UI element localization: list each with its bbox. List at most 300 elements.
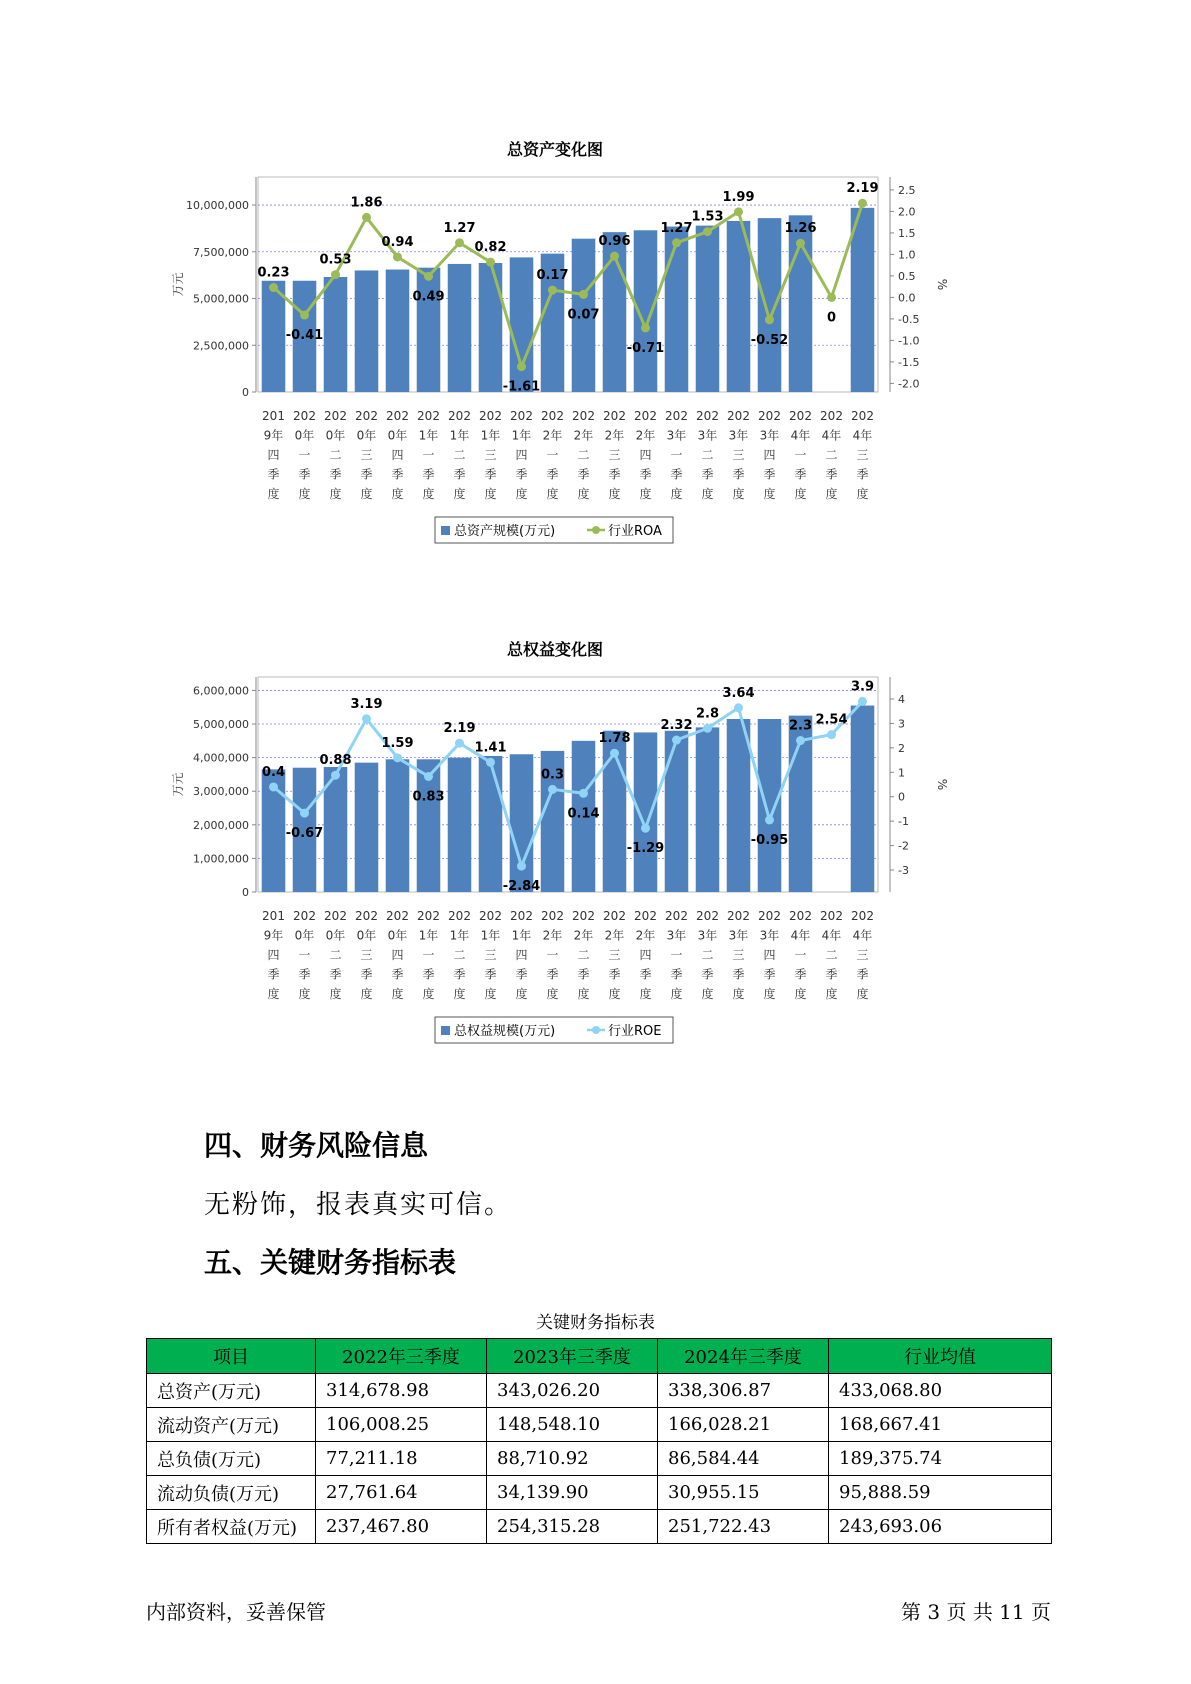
data-label: 1.99 <box>722 189 755 205</box>
x-tick-label: 202 <box>572 909 595 923</box>
line-point <box>796 239 805 248</box>
x-tick-label: 季 <box>484 967 497 982</box>
x-tick-label: 1年 <box>511 428 532 443</box>
x-tick-label: 三 <box>360 448 373 462</box>
x-tick-label: 2年 <box>604 428 625 443</box>
x-tick-label: 季 <box>329 967 342 982</box>
line-point <box>610 749 619 758</box>
x-tick-label: 季 <box>453 467 466 482</box>
x-tick-label: 四 <box>267 448 280 462</box>
row-label: 总资产(万元) <box>147 1374 316 1408</box>
x-tick-label: 度 <box>360 487 373 501</box>
x-tick-label: 一 <box>670 448 683 462</box>
bar <box>851 208 875 392</box>
x-tick-label: 3年 <box>697 428 718 443</box>
x-tick-label: 201 <box>262 909 285 923</box>
bar <box>758 719 782 892</box>
x-tick-label: 度 <box>453 487 466 501</box>
x-tick-label: 2年 <box>635 928 656 943</box>
bar <box>696 727 720 892</box>
x-tick-label: 度 <box>298 987 311 1001</box>
x-tick-label: 二 <box>825 948 838 962</box>
data-label: -0.52 <box>750 332 789 348</box>
x-tick-label: 二 <box>453 948 466 962</box>
table-cell: 34,139.90 <box>487 1476 658 1510</box>
x-tick-label: 季 <box>794 967 807 982</box>
x-tick-label: 季 <box>639 467 652 482</box>
x-tick-label: 202 <box>355 909 378 923</box>
x-tick-label: 202 <box>603 409 626 423</box>
x-tick-label: 一 <box>422 948 435 962</box>
x-tick-label: 季 <box>577 967 590 982</box>
x-tick-label: 202 <box>417 409 440 423</box>
left-axis-tick-label: 10,000,000 <box>186 199 249 213</box>
x-tick-label: 季 <box>763 467 776 482</box>
x-tick-label: 三 <box>360 948 373 962</box>
x-tick-label: 9年 <box>263 928 284 943</box>
x-tick-label: 0年 <box>294 928 315 943</box>
x-tick-label: 202 <box>355 409 378 423</box>
x-tick-label: 季 <box>422 967 435 982</box>
x-tick-label: 季 <box>298 967 311 982</box>
right-axis-tick-label: 2 <box>898 741 905 755</box>
header-2024q3: 2024年三季度 <box>658 1339 829 1374</box>
line-point <box>269 782 278 791</box>
x-tick-label: 度 <box>856 987 869 1001</box>
x-tick-label: 三 <box>856 948 869 962</box>
data-label: 3.9 <box>850 679 875 695</box>
x-tick-label: 9年 <box>263 428 284 443</box>
x-tick-label: 202 <box>324 909 347 923</box>
x-tick-label: 202 <box>293 909 316 923</box>
x-tick-label: 四 <box>267 948 280 962</box>
x-tick-label: 度 <box>298 487 311 501</box>
data-label: 1.26 <box>784 221 817 237</box>
line-point <box>300 809 309 818</box>
x-tick-label: 1年 <box>480 428 501 443</box>
data-label: 1.78 <box>598 731 631 747</box>
x-tick-label: 3年 <box>697 928 718 943</box>
x-tick-label: 202 <box>696 909 719 923</box>
x-tick-label: 季 <box>701 467 714 482</box>
data-label: 2.19 <box>846 181 879 197</box>
x-tick-label: 季 <box>794 467 807 482</box>
x-tick-label: 度 <box>639 987 652 1001</box>
x-tick-label: 季 <box>360 467 373 482</box>
x-tick-label: 三 <box>732 948 745 962</box>
x-tick-label: 3年 <box>759 428 780 443</box>
total-assets-chart-svg <box>170 140 1050 600</box>
data-label: 2.32 <box>660 718 693 734</box>
x-tick-label: 二 <box>329 948 342 962</box>
header-item: 项目 <box>147 1339 316 1374</box>
right-axis-tick-label: 1.0 <box>898 248 916 262</box>
chart-title: 总权益变化图 <box>506 640 604 659</box>
left-axis-label: 万元 <box>171 772 185 797</box>
x-tick-label: 季 <box>856 467 869 482</box>
table-cell: 254,315.28 <box>487 1510 658 1544</box>
table-cell: 88,710.92 <box>487 1442 658 1476</box>
x-tick-label: 四 <box>639 448 652 462</box>
x-tick-label: 0年 <box>325 928 346 943</box>
x-tick-label: 度 <box>391 487 404 501</box>
table-cell: 77,211.18 <box>316 1442 487 1476</box>
bar <box>758 218 782 392</box>
x-tick-label: 度 <box>732 487 745 501</box>
x-tick-label: 度 <box>422 487 435 501</box>
x-tick-label: 一 <box>670 948 683 962</box>
table-cell: 95,888.59 <box>829 1476 1052 1510</box>
x-tick-label: 季 <box>484 467 497 482</box>
x-tick-label: 季 <box>422 467 435 482</box>
line-point <box>393 753 402 762</box>
table-cell: 168,667.41 <box>829 1408 1052 1442</box>
bar <box>479 756 503 892</box>
left-axis-tick-label: 3,000,000 <box>193 785 249 799</box>
table-cell: 106,008.25 <box>316 1408 487 1442</box>
x-tick-label: 三 <box>484 448 497 462</box>
x-tick-label: 四 <box>763 948 776 962</box>
x-tick-label: 季 <box>670 967 683 982</box>
left-axis-tick-label: 0 <box>242 886 249 899</box>
x-tick-label: 季 <box>329 467 342 482</box>
legend-line-label: 行业ROE <box>608 1024 662 1039</box>
data-label: 1.53 <box>691 209 724 225</box>
x-tick-label: 二 <box>453 448 466 462</box>
line-point <box>331 270 340 279</box>
x-tick-label: 四 <box>639 948 652 962</box>
x-tick-label: 一 <box>546 448 559 462</box>
x-tick-label: 度 <box>267 487 280 501</box>
left-axis-tick-label: 6,000,000 <box>193 684 249 698</box>
x-tick-label: 度 <box>577 487 590 501</box>
legend-line-marker <box>592 526 600 534</box>
x-tick-label: 度 <box>670 487 683 501</box>
x-tick-label: 季 <box>577 467 590 482</box>
table-cell: 86,584.44 <box>658 1442 829 1476</box>
table-cell: 166,028.21 <box>658 1408 829 1442</box>
table-cell: 314,678.98 <box>316 1374 487 1408</box>
x-tick-label: 1年 <box>480 928 501 943</box>
bar <box>727 221 751 392</box>
table-cell: 251,722.43 <box>658 1510 829 1544</box>
x-tick-label: 度 <box>794 987 807 1001</box>
x-tick-label: 0年 <box>387 428 408 443</box>
x-tick-label: 202 <box>479 909 502 923</box>
line-point <box>548 785 557 794</box>
right-axis-tick-label: 1 <box>898 766 905 780</box>
x-tick-label: 季 <box>732 467 745 482</box>
x-tick-label: 季 <box>546 967 559 982</box>
x-tick-label: 季 <box>391 967 404 982</box>
data-label: 0.49 <box>412 289 445 305</box>
x-tick-label: 202 <box>696 409 719 423</box>
line-point <box>269 283 278 292</box>
left-axis-label: 万元 <box>171 272 185 297</box>
x-tick-label: 季 <box>298 467 311 482</box>
x-tick-label: 2年 <box>573 928 594 943</box>
x-tick-label: 202 <box>634 909 657 923</box>
x-tick-label: 度 <box>422 987 435 1001</box>
table-caption: 关键财务指标表 <box>536 1313 655 1333</box>
x-tick-label: 季 <box>608 467 621 482</box>
x-tick-label: 度 <box>732 987 745 1001</box>
x-tick-label: 202 <box>541 409 564 423</box>
x-tick-label: 1年 <box>449 928 470 943</box>
row-label: 流动负债(万元) <box>147 1476 316 1510</box>
data-label: 0.4 <box>261 764 286 780</box>
x-tick-label: 三 <box>608 448 621 462</box>
right-axis-tick-label: 2.0 <box>898 205 916 219</box>
legend-bar-label: 总资产规模(万元) <box>454 524 556 539</box>
left-axis-tick-label: 0 <box>242 386 249 399</box>
table-cell: 30,955.15 <box>658 1476 829 1510</box>
x-tick-label: 2年 <box>542 428 563 443</box>
right-axis-tick-label: 0 <box>898 790 905 804</box>
x-tick-label: 二 <box>825 448 838 462</box>
x-tick-label: 度 <box>856 487 869 501</box>
x-tick-label: 四 <box>391 948 404 962</box>
right-axis-tick-label: -0.5 <box>898 312 920 326</box>
legend-bar-label: 总权益规模(万元) <box>454 1024 556 1039</box>
line-point <box>765 315 774 324</box>
x-tick-label: 季 <box>701 967 714 982</box>
bar <box>665 227 689 392</box>
data-label: 3.19 <box>350 696 383 712</box>
data-label: 0.83 <box>412 789 445 805</box>
x-tick-label: 2年 <box>604 928 625 943</box>
data-label: -0.67 <box>285 826 324 842</box>
row-label: 所有者权益(万元) <box>147 1510 316 1544</box>
line-point <box>641 323 650 332</box>
x-tick-label: 0年 <box>294 428 315 443</box>
x-tick-label: 0年 <box>387 928 408 943</box>
right-axis-tick-label: 0.5 <box>898 269 916 283</box>
x-tick-label: 202 <box>727 909 750 923</box>
line-point <box>455 238 464 247</box>
x-tick-label: 季 <box>670 467 683 482</box>
right-axis-tick-label: -1 <box>898 815 909 829</box>
right-axis-tick-label: 2.5 <box>898 183 916 197</box>
table-cell: 433,068.80 <box>829 1374 1052 1408</box>
x-tick-label: 1年 <box>449 428 470 443</box>
x-tick-label: 二 <box>701 448 714 462</box>
x-tick-label: 度 <box>608 487 621 501</box>
x-tick-label: 202 <box>820 409 843 423</box>
data-label: -1.29 <box>626 841 665 857</box>
line-point <box>796 736 805 745</box>
x-tick-label: 四 <box>515 448 528 462</box>
x-tick-label: 一 <box>298 448 311 462</box>
data-label: -0.41 <box>285 328 324 344</box>
line-point <box>517 862 526 871</box>
x-tick-label: 202 <box>758 909 781 923</box>
x-tick-label: 季 <box>825 967 838 982</box>
x-tick-label: 202 <box>293 409 316 423</box>
line-point <box>734 703 743 712</box>
x-tick-label: 度 <box>763 487 776 501</box>
line-point <box>703 724 712 733</box>
bar <box>386 270 410 392</box>
table-cell: 338,306.87 <box>658 1374 829 1408</box>
right-axis-tick-label: -2.0 <box>898 377 920 391</box>
left-axis-tick-label: 4,000,000 <box>193 751 249 765</box>
x-tick-label: 四 <box>515 948 528 962</box>
bar <box>851 706 875 892</box>
x-tick-label: 度 <box>267 987 280 1001</box>
data-label: -2.84 <box>502 879 541 895</box>
right-axis-tick-label: -1.0 <box>898 334 920 348</box>
line-point <box>827 730 836 739</box>
left-axis-tick-label: 7,500,000 <box>193 245 249 259</box>
right-axis-label: % <box>935 778 949 791</box>
line-point <box>486 758 495 767</box>
x-tick-label: 一 <box>422 448 435 462</box>
data-label: 0.53 <box>319 252 352 268</box>
line-point <box>579 789 588 798</box>
bar <box>665 731 689 892</box>
legend-bar-swatch <box>441 526 450 535</box>
line-point <box>424 272 433 281</box>
chart-title: 总资产变化图 <box>506 140 604 159</box>
right-axis-tick-label: 0.0 <box>898 291 916 305</box>
line-point <box>858 199 867 208</box>
x-tick-label: 202 <box>448 909 471 923</box>
risk-section-text: 无粉饰，报表真实可信。 <box>204 1190 513 1220</box>
x-tick-label: 季 <box>608 967 621 982</box>
line-point <box>455 739 464 748</box>
x-tick-label: 一 <box>298 948 311 962</box>
x-tick-label: 2年 <box>573 428 594 443</box>
x-tick-label: 二 <box>577 948 590 962</box>
x-tick-label: 202 <box>386 909 409 923</box>
x-tick-label: 202 <box>448 409 471 423</box>
x-tick-label: 度 <box>825 487 838 501</box>
x-tick-label: 4年 <box>790 428 811 443</box>
data-label: 1.27 <box>443 220 476 236</box>
data-label: 2.19 <box>443 721 476 737</box>
total-equity-chart <box>170 640 1050 1100</box>
x-tick-label: 二 <box>701 948 714 962</box>
x-tick-label: 度 <box>453 987 466 1001</box>
data-label: 1.41 <box>474 740 507 756</box>
x-tick-label: 202 <box>479 409 502 423</box>
x-tick-label: 3年 <box>728 428 749 443</box>
data-label: 0.88 <box>319 753 352 769</box>
x-tick-label: 202 <box>603 909 626 923</box>
x-tick-label: 度 <box>763 987 776 1001</box>
legend-line-label: 行业ROA <box>608 524 662 539</box>
data-label: 0.3 <box>540 767 565 783</box>
data-label: -0.95 <box>750 832 789 848</box>
x-tick-label: 202 <box>665 909 688 923</box>
table-cell: 237,467.80 <box>316 1510 487 1544</box>
x-tick-label: 202 <box>572 409 595 423</box>
x-tick-label: 202 <box>758 409 781 423</box>
data-label: 2.54 <box>815 712 848 728</box>
x-tick-label: 一 <box>794 948 807 962</box>
x-tick-label: 4年 <box>852 928 873 943</box>
key-financial-indicators-table <box>146 1338 1052 1544</box>
footer-page-number: 第 3 页 共 11 页 <box>901 1600 1051 1624</box>
x-tick-label: 三 <box>732 448 745 462</box>
right-axis-tick-label: -3 <box>898 864 909 878</box>
x-tick-label: 季 <box>732 967 745 982</box>
bar <box>448 758 472 892</box>
x-tick-label: 2年 <box>542 928 563 943</box>
right-axis-tick-label: 4 <box>898 692 905 706</box>
x-tick-label: 度 <box>670 987 683 1001</box>
data-label: -0.71 <box>626 340 665 356</box>
x-tick-label: 202 <box>789 409 812 423</box>
x-tick-label: 1年 <box>511 928 532 943</box>
x-tick-label: 季 <box>360 967 373 982</box>
right-axis-tick-label: 1.5 <box>898 226 916 240</box>
x-tick-label: 季 <box>856 967 869 982</box>
table-cell: 148,548.10 <box>487 1408 658 1442</box>
x-tick-label: 季 <box>515 967 528 982</box>
x-tick-label: 202 <box>634 409 657 423</box>
x-tick-label: 0年 <box>356 928 377 943</box>
data-label: -1.61 <box>502 379 541 395</box>
x-tick-label: 202 <box>820 909 843 923</box>
x-tick-label: 季 <box>267 967 280 982</box>
x-tick-label: 202 <box>851 909 874 923</box>
left-axis-tick-label: 2,500,000 <box>193 339 249 353</box>
x-tick-label: 度 <box>639 487 652 501</box>
line-point <box>641 824 650 833</box>
x-tick-label: 季 <box>763 967 776 982</box>
left-axis-tick-label: 5,000,000 <box>193 718 249 732</box>
line-point <box>362 213 371 222</box>
x-tick-label: 202 <box>510 909 533 923</box>
table-row <box>147 1476 1052 1510</box>
total-equity-chart-svg <box>170 640 1050 1100</box>
x-tick-label: 一 <box>546 948 559 962</box>
data-label: 1.86 <box>350 195 383 211</box>
x-tick-label: 3年 <box>728 928 749 943</box>
x-tick-label: 3年 <box>666 928 687 943</box>
row-label: 流动资产(万元) <box>147 1408 316 1442</box>
x-tick-label: 度 <box>546 987 559 1001</box>
x-tick-label: 季 <box>639 967 652 982</box>
x-tick-label: 度 <box>701 987 714 1001</box>
legend-line-marker <box>592 1026 600 1034</box>
bar <box>479 263 503 392</box>
bar <box>417 268 441 392</box>
header-2022q3: 2022年三季度 <box>316 1339 487 1374</box>
line-point <box>703 227 712 236</box>
line-point <box>548 286 557 295</box>
x-tick-label: 季 <box>391 467 404 482</box>
x-tick-label: 1年 <box>418 928 439 943</box>
table-cell: 189,375.74 <box>829 1442 1052 1476</box>
x-tick-label: 度 <box>360 987 373 1001</box>
line-point <box>362 714 371 723</box>
footer-confidential-note: 内部资料，妥善保管 <box>146 1600 326 1624</box>
x-tick-label: 三 <box>856 448 869 462</box>
right-axis-label: % <box>935 278 949 291</box>
x-tick-label: 4年 <box>821 928 842 943</box>
table-cell: 243,693.06 <box>829 1510 1052 1544</box>
x-tick-label: 201 <box>262 409 285 423</box>
x-tick-label: 度 <box>794 487 807 501</box>
x-tick-label: 202 <box>851 409 874 423</box>
data-label: 0.94 <box>381 234 414 250</box>
right-axis-tick-label: -2 <box>898 839 909 853</box>
table-cell: 343,026.20 <box>487 1374 658 1408</box>
bar <box>696 226 720 392</box>
